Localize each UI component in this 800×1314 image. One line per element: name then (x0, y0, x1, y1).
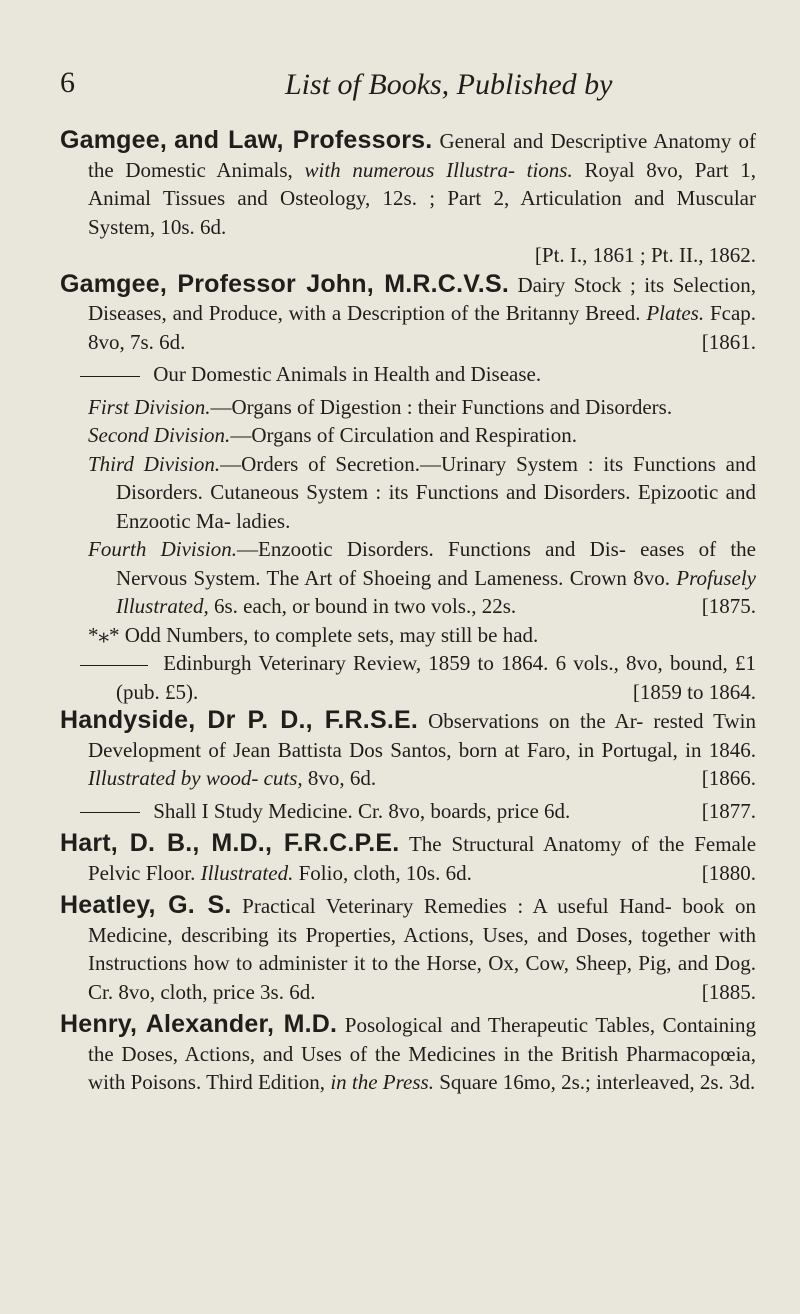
ditto-dash (80, 812, 140, 813)
division-label: First Division. (88, 394, 211, 419)
entry-hart (60, 829, 756, 887)
entry-henry (60, 1010, 756, 1097)
entry-text: The Structural Anatomy of the Female Pelvic Floor. (88, 832, 757, 885)
entry-date: [1885. (701, 979, 756, 1004)
division-second (60, 421, 756, 450)
entry-date: [1875. (701, 594, 756, 618)
entry-text: Shall I Study Medicine. Cr. 8vo, boards, price 6d. (153, 798, 571, 823)
odd-numbers-note (60, 621, 756, 650)
author-name: Heatley, G. S. (60, 891, 232, 919)
entry-date: [1877. (701, 798, 756, 823)
author-name: Gamgee, Professor John, M.R.C.V.S. (60, 269, 509, 298)
entry-date: [1859 to 1864. (632, 679, 756, 704)
author-name: Henry, Alexander, M.D. (60, 1010, 338, 1038)
division-text: —Organs of Circulation and Respiration. (230, 423, 577, 447)
entry-date: [1866. (701, 766, 756, 790)
entry-edinburgh-review (60, 649, 756, 706)
author-name: Hart, D. B., M.D., F.R.C.P.E. (60, 829, 400, 857)
entry-text: General and Descriptive Anatomy of the Domestic Animals, (88, 129, 756, 182)
entry-text: Square 16mo, 2s.; interleaved, 2s. 3d. (439, 1070, 756, 1094)
entry-text: *⁎* Odd Numbers, to complete sets, may still be had. (88, 622, 539, 647)
entry-date: [1880. (701, 860, 756, 885)
entry-italic: with numerous Illustra- tions. (304, 157, 573, 182)
division-fourth (60, 535, 756, 621)
entry-text: Our Domestic Animals in Health and Disease. (153, 362, 542, 386)
entry-text: Practical Veterinary Remedies : A useful Hand- book on Medicine, describing its Properties, Actions, Uses, and Doses, together with Instructions how to administer it to the Horse, Ox, Cow, Sheep, Pig, and Dog. Cr. 8vo, cloth, price 3s. 6d. (88, 894, 756, 1004)
entry-text: Folio, cloth, 10s. 6d. (298, 860, 472, 885)
ditto-dash (80, 376, 140, 377)
page-number: 6 (60, 66, 75, 99)
division-label: Third Division. (88, 451, 221, 476)
entry-text: Posological and Therapeutic Tables, Containing the Doses, Actions, and Uses of the Medicines in the British Pharmacopœia, with Poisons. Third Edition, (88, 1013, 756, 1094)
division-text: 6s. each, or bound in two vols., 22s. (214, 594, 517, 618)
entry-gamgee-law (60, 126, 756, 270)
division-label: Second Division. (88, 423, 231, 447)
entry-text: Dairy Stock ; its Selection, Diseases, and Produce, with a Description of the Britanny Breed. (88, 272, 756, 325)
catalogue-body (60, 126, 756, 1097)
division-italic: Profusely Illustrated, (116, 565, 757, 618)
entry-italic: Plates. (646, 301, 705, 325)
entry-text: Royal 8vo, Part 1, Animal Tissues and Osteology, 12s. ; Part 2, Articulation and Muscular System, 10s. 6d. (88, 157, 757, 239)
ditto-dash (80, 665, 148, 666)
entry-date: [Pt. I., 1861 ; Pt. II., 1862. (534, 243, 756, 267)
entry-heatley (60, 891, 756, 1006)
author-name: Handyside, Dr P. D., F.R.S.E. (60, 706, 418, 734)
division-text: —Orders of Secretion.—Urinary System : its Functions and Disorders. Cutaneous System : its Functions and Disorders. Epizootic and Enzootic Ma- ladies. (116, 451, 756, 533)
entry-gamgee-john (60, 270, 756, 357)
entry-text: 8vo, 6d. (307, 766, 377, 790)
running-title: List of Books, Published by (285, 68, 613, 101)
division-label: Fourth Division. (88, 537, 237, 561)
entry-italic: Illustrated by wood- cuts, (88, 766, 303, 790)
entry-date: [1861. (701, 329, 756, 354)
entry-text: Fcap. 8vo, 7s. 6d. (88, 301, 757, 354)
division-third (60, 450, 756, 536)
entry-domestic-animals-title (60, 360, 756, 389)
entry-text: Edinburgh Veterinary Review, 1859 to 1864. 6 vols., 8vo, bound, £1 (pub. £5). (116, 651, 756, 704)
author-name: Gamgee, (60, 126, 168, 154)
entry-italic: Illustrated. (200, 860, 294, 885)
author-name-rest: and Law, Professors. (174, 126, 433, 154)
division-text: —Organs of Digestion : their Functions and Disorders. (210, 394, 673, 419)
page-header (60, 66, 740, 106)
entry-handyside-medicine (60, 797, 756, 826)
entry-handyside (60, 706, 756, 793)
entry-italic: in the Press. (330, 1070, 434, 1094)
entry-text: Observations on the Ar- rested Twin Development of Jean Battista Dos Santos, born at Faro, in Portugal, in 1846. (88, 709, 757, 762)
division-first (60, 393, 756, 422)
division-text: —Enzootic Disorders. Functions and Dis- eases of the Nervous System. The Art of Shoeing and Lameness. Crown 8vo. (116, 537, 757, 590)
